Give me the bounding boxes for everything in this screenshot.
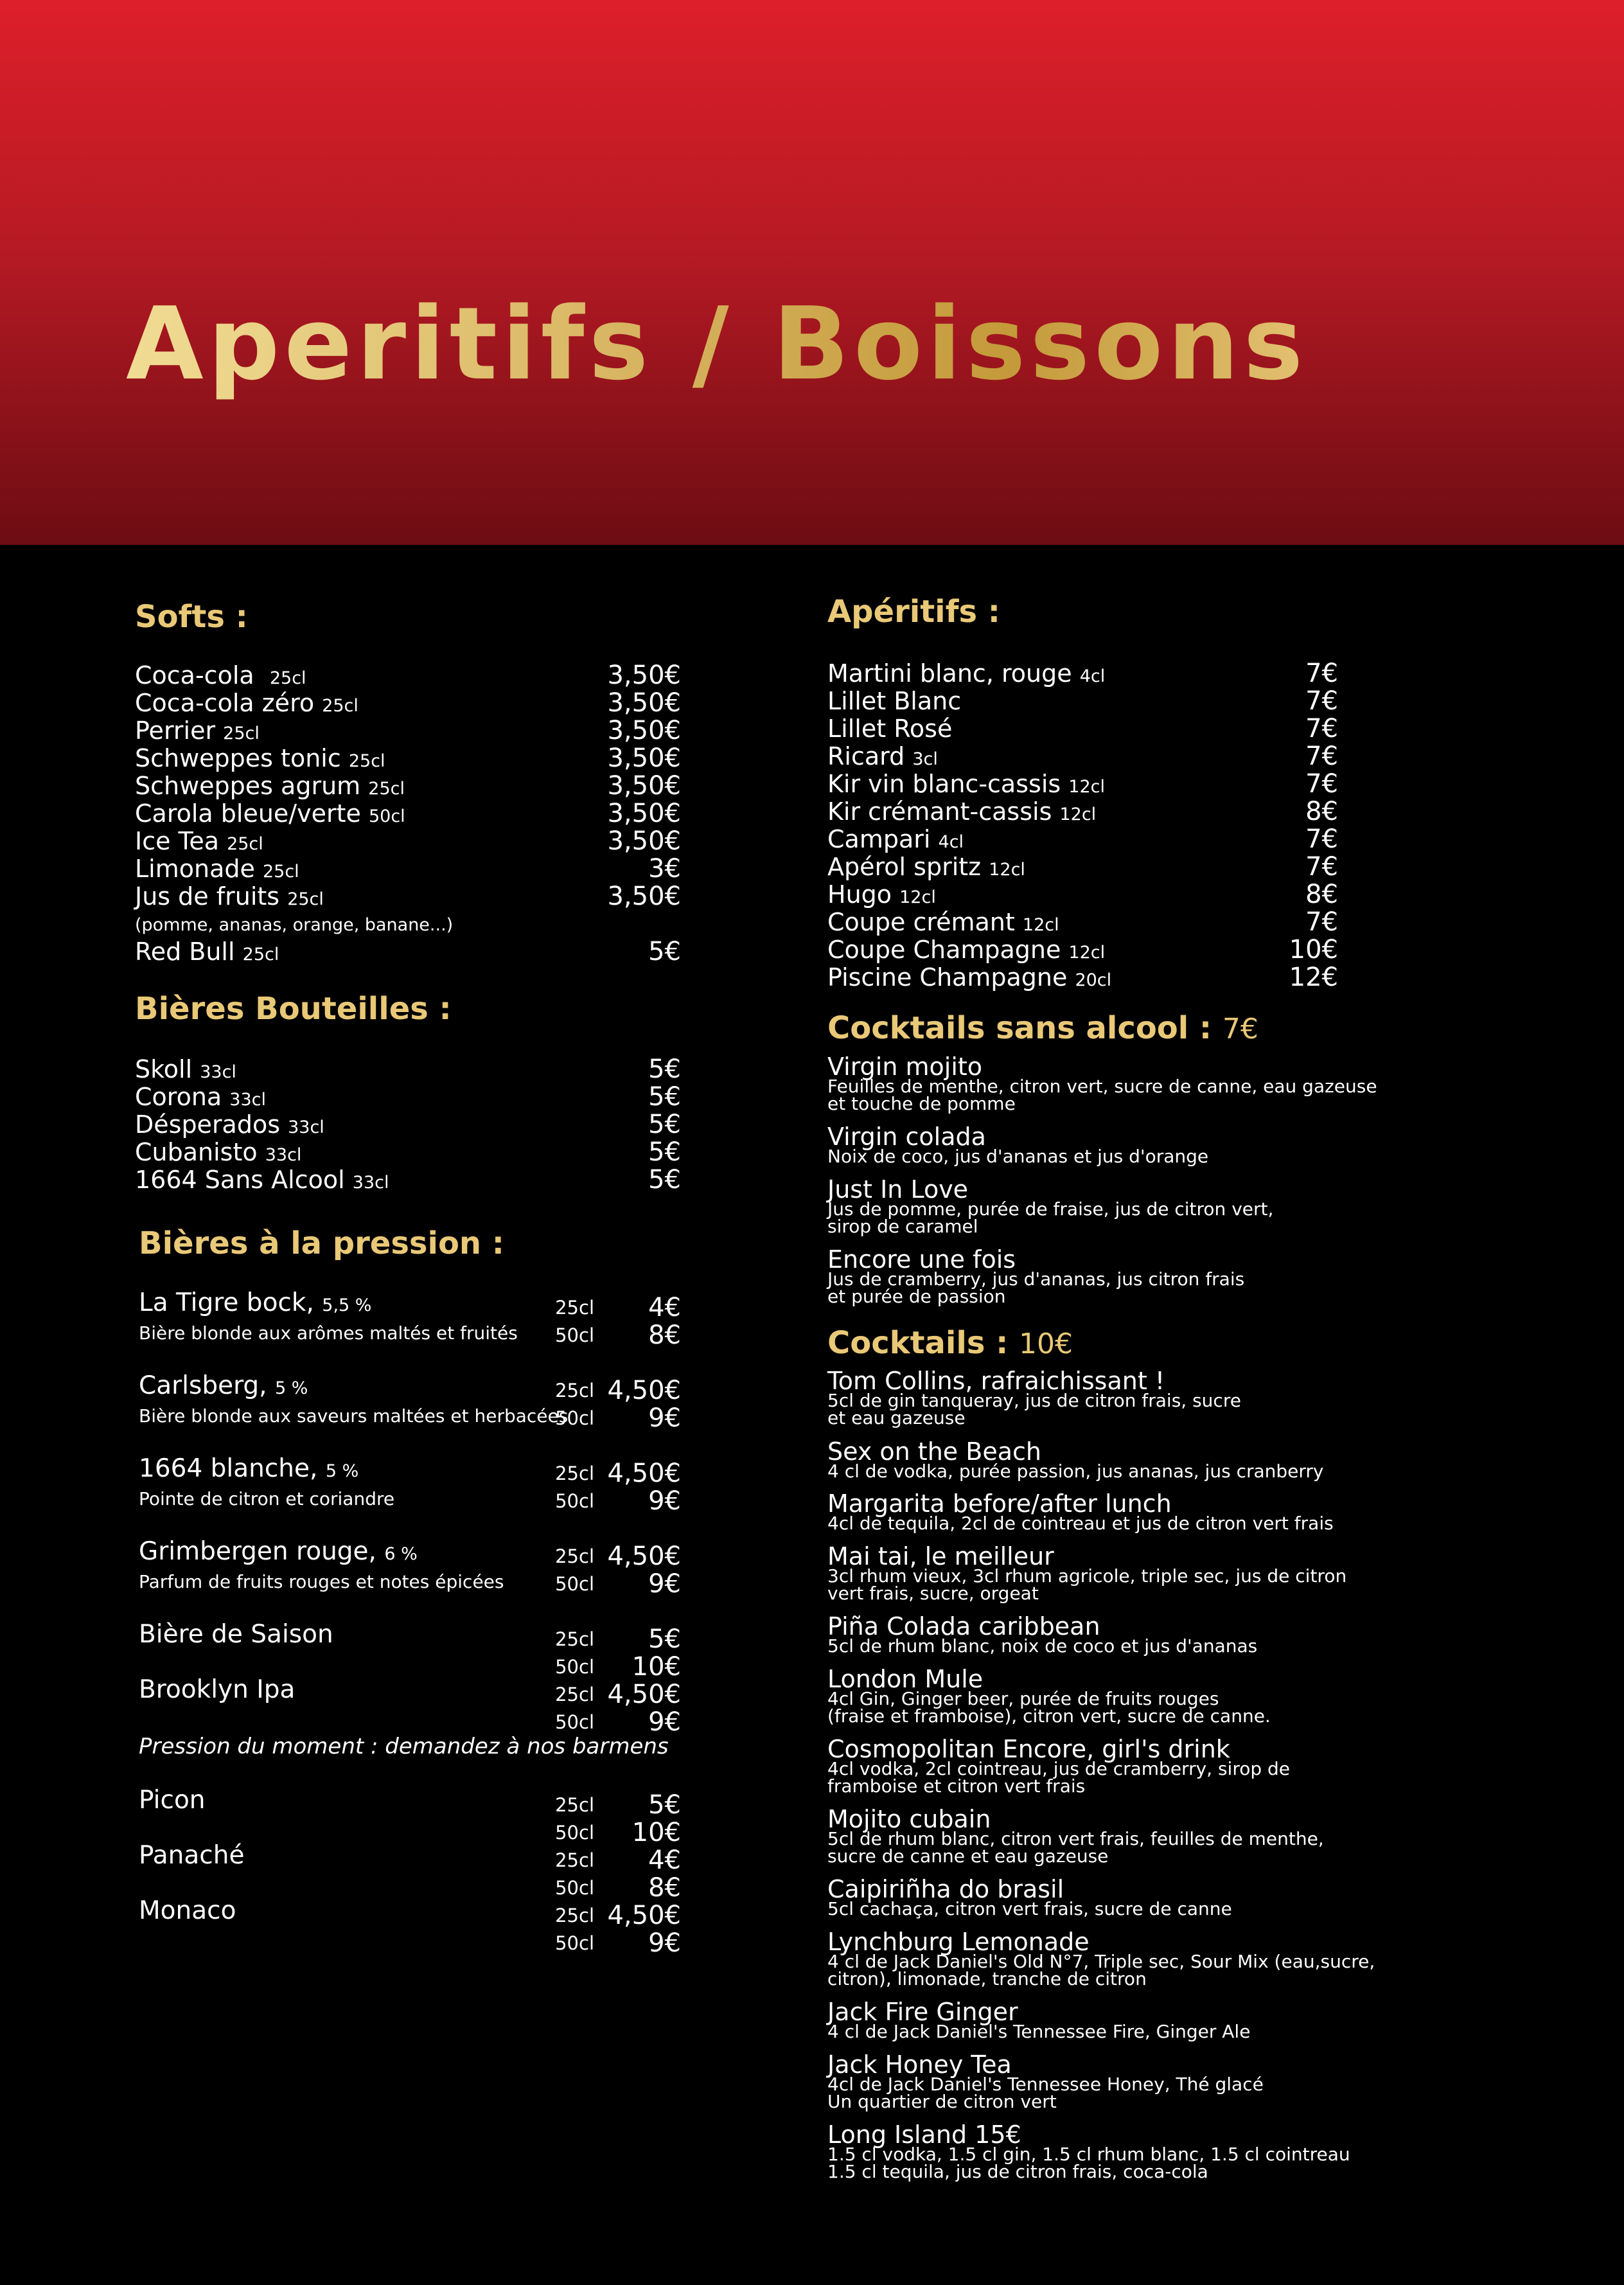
cocktail-description: 5cl cachaça, citron vert frais, sucre de canne	[827, 1898, 1232, 1919]
volume: 25cl	[555, 1463, 594, 1484]
list-item: Jus de fruits 25cl 3,50€	[135, 882, 681, 911]
beer-description: Pointe de citron et coriandre	[139, 1488, 395, 1509]
cocktail-description: Jus de cramberry, jus d'ananas, jus citron frais	[827, 1268, 1245, 1290]
price: 4,50€	[607, 1459, 681, 1488]
price: 8€	[648, 1873, 681, 1903]
list-item: Schweppes agrum 25cl 3,50€	[135, 771, 681, 801]
list-item: Limonade 25cl 3€	[135, 854, 681, 884]
beer-name: Grimbergen rouge, 6 %	[139, 1537, 418, 1566]
cocktail-name: Encore une fois	[827, 1245, 1016, 1274]
cocktail-description: 4cl de tequila, 2cl de cointreau et jus de citron vert frais	[827, 1513, 1334, 1534]
cocktail-name: Lynchburg Lemonade	[827, 1928, 1090, 1956]
price: 9€	[648, 1569, 681, 1599]
volume: 50cl	[555, 1490, 594, 1512]
list-item: Lillet Rosé 7€	[827, 714, 1338, 743]
price: 4,50€	[607, 1901, 681, 1930]
list-item: Skoll 33cl 5€	[135, 1054, 681, 1084]
volume: 25cl	[555, 1628, 594, 1650]
list-item: Kir vin blanc-cassis 12cl 7€	[827, 769, 1338, 799]
cocktail-description: 4cl Gin, Ginger beer, purée de fruits rouges	[827, 1688, 1219, 1709]
price: 8€	[648, 1320, 681, 1350]
volume: 25cl	[555, 1545, 594, 1567]
softs-note: (pomme, ananas, orange, banane...)	[135, 915, 454, 935]
cocktail-description: et eau gazeuse	[827, 1407, 966, 1428]
price: 4,50€	[607, 1542, 681, 1571]
cocktail-description: 5cl de gin tanqueray, jus de citron frais, sucre	[827, 1390, 1241, 1411]
cocktail-name: Mojito cubain	[827, 1805, 991, 1833]
list-item: Désperados 33cl 5€	[135, 1110, 681, 1139]
list-item: Ice Tea 25cl 3,50€	[135, 826, 681, 856]
list-item: Kir crémant-cassis 12cl 8€	[827, 797, 1338, 826]
list-item: Piscine Champagne 20cl 12€	[827, 963, 1338, 992]
price: 10€	[631, 1652, 681, 1682]
header-banner	[0, 0, 1624, 545]
volume: 25cl	[555, 1380, 594, 1401]
volume: 50cl	[555, 1407, 594, 1429]
cocktail-name: Long Island 15€	[827, 2121, 1021, 2149]
list-item: Coca-cola zéro 25cl 3,50€	[135, 688, 681, 718]
cocktail-name: Virgin mojito	[827, 1053, 983, 1081]
section-heading-mocktails: Cocktails sans alcool : 7€	[827, 1010, 1258, 1046]
cocktail-name: Margarita before/after lunch	[827, 1489, 1172, 1518]
list-item: Schweppes tonic 25cl 3,50€	[135, 743, 681, 773]
volume: 50cl	[555, 1932, 594, 1954]
volume: 25cl	[555, 1684, 594, 1705]
price: 10€	[631, 1818, 681, 1847]
cocktail-name: Cosmopolitan Encore, girl's drink	[827, 1735, 1230, 1763]
cocktail-description: sucre de canne et eau gazeuse	[827, 1845, 1109, 1867]
cocktail-name: Sex on the Beach	[827, 1437, 1041, 1466]
cocktail-description: vert frais, sucre, orgeat	[827, 1583, 1039, 1604]
cocktail-description: 4 cl de Jack Daniel's Old N°7, Triple sec, Sour Mix (eau,sucre,	[827, 1951, 1375, 1972]
cocktail-description: Feuilles de menthe, citron vert, sucre de canne, eau gazeuse	[827, 1076, 1377, 1097]
cocktail-name: Virgin colada	[827, 1123, 986, 1151]
price: 4,50€	[607, 1680, 681, 1709]
cocktail-name: Tom Collins, rafraichissant !	[827, 1367, 1165, 1395]
price: 9€	[648, 1403, 681, 1433]
price: 4€	[648, 1293, 681, 1322]
volume: 50cl	[555, 1877, 594, 1899]
cocktail-description: 5cl de rhum blanc, noix de coco et jus d'ananas	[827, 1635, 1258, 1657]
beer-name: Brooklyn Ipa	[139, 1675, 296, 1704]
section-heading-aperitifs: Apéritifs :	[827, 594, 1000, 630]
beer-description: Parfum de fruits rouges et notes épicées	[139, 1571, 504, 1592]
cocktail-description: Un quartier de citron vert	[827, 2091, 1057, 2112]
list-item: Corona 33cl 5€	[135, 1082, 681, 1112]
beer-name: Carlsberg, 5 %	[139, 1371, 308, 1400]
beer-name: Monaco	[139, 1896, 236, 1925]
price: 5€	[648, 1624, 681, 1654]
cocktail-name: Jack Honey Tea	[827, 2050, 1012, 2079]
price: 9€	[648, 1486, 681, 1516]
volume: 50cl	[555, 1324, 594, 1346]
cocktail-description: 4 cl de Jack Daniel's Tennessee Fire, Ginger Ale	[827, 2021, 1251, 2042]
volume: 50cl	[555, 1656, 594, 1678]
volume: 50cl	[555, 1711, 594, 1733]
volume: 25cl	[555, 1297, 594, 1319]
beer-description: Bière blonde aux saveurs maltées et herbacées	[139, 1405, 569, 1427]
section-heading-softs: Softs :	[135, 599, 248, 635]
cocktail-name: Mai tai, le meilleur	[827, 1542, 1054, 1570]
volume: 25cl	[555, 1794, 594, 1816]
section-heading-bottles: Bières Bouteilles :	[135, 991, 452, 1027]
price: 5€	[648, 1790, 681, 1820]
cocktail-description: 5cl de rhum blanc, citron vert frais, feuilles de menthe,	[827, 1828, 1324, 1849]
cocktail-description: Jus de pomme, purée de fraise, jus de citron vert,	[827, 1198, 1274, 1220]
beer-name: Bière de Saison	[139, 1620, 333, 1649]
cocktail-description: framboise et citron vert frais	[827, 1775, 1086, 1797]
beer-name: Picon	[139, 1786, 206, 1815]
cocktail-description: 3cl rhum vieux, 3cl rhum agricole, triple sec, jus de citron	[827, 1565, 1347, 1587]
price: 4€	[648, 1845, 681, 1875]
list-item: Coca-cola 25cl 3,50€	[135, 661, 681, 690]
cocktail-description: Noix de coco, jus d'ananas et jus d'orange	[827, 1146, 1209, 1167]
beer-description: Bière blonde aux arômes maltés et fruités	[139, 1322, 518, 1344]
cocktail-name: Piña Colada caribbean	[827, 1612, 1100, 1640]
list-item: Red Bull 25cl 5€	[135, 937, 681, 966]
list-item: Coupe Champagne 12cl 10€	[827, 935, 1338, 965]
volume: 25cl	[555, 1905, 594, 1926]
list-item: Perrier 25cl 3,50€	[135, 716, 681, 745]
cocktail-description: sirop de caramel	[827, 1216, 978, 1237]
volume: 50cl	[555, 1573, 594, 1595]
list-item: Ricard 3cl 7€	[827, 742, 1338, 771]
cocktail-description: 4 cl de vodka, purée passion, jus ananas, jus cranberry	[827, 1461, 1324, 1482]
section-heading-draft: Bières à la pression :	[139, 1225, 504, 1261]
beer-name: 1664 blanche, 5 %	[139, 1454, 359, 1483]
section-heading-cocktails: Cocktails : 10€	[827, 1325, 1073, 1361]
beer-name: La Tigre bock, 5,5 %	[139, 1288, 372, 1317]
page-title: Aperitifs / Boissons	[126, 280, 1307, 408]
volume: 25cl	[555, 1849, 594, 1871]
cocktail-description: et touche de pomme	[827, 1093, 1016, 1114]
cocktail-description: 1.5 cl vodka, 1.5 cl gin, 1.5 cl rhum blanc, 1.5 cl cointreau	[827, 2144, 1350, 2165]
cocktail-name: Jack Fire Ginger	[827, 1998, 1018, 2026]
cocktail-name: Just In Love	[827, 1175, 969, 1204]
list-item: Campari 4cl 7€	[827, 824, 1338, 854]
draft-of-the-moment-note: Pression du moment : demandez à nos barmens	[139, 1734, 669, 1759]
cocktail-description: 1.5 cl tequila, jus de citron frais, coca-cola	[827, 2161, 1208, 2182]
beer-name: Panaché	[139, 1841, 245, 1870]
price: 9€	[648, 1707, 681, 1737]
cocktail-description: (fraise et framboise), citron vert, sucre de canne.	[827, 1705, 1271, 1727]
list-item: Hugo 12cl 8€	[827, 880, 1338, 909]
cocktail-description: 4cl de Jack Daniel's Tennessee Honey, Thé glacé	[827, 2074, 1264, 2095]
list-item: Apérol spritz 12cl 7€	[827, 852, 1338, 882]
list-item: Carola bleue/verte 50cl 3,50€	[135, 799, 681, 828]
cocktail-name: London Mule	[827, 1665, 984, 1693]
list-item: 1664 Sans Alcool 33cl 5€	[135, 1165, 681, 1195]
list-item: Martini blanc, rouge 4cl 7€	[827, 659, 1338, 688]
list-item: Coupe crémant 12cl 7€	[827, 907, 1338, 937]
price: 9€	[648, 1928, 681, 1958]
list-item: Cubanisto 33cl 5€	[135, 1137, 681, 1167]
cocktail-description: 4cl vodka, 2cl cointreau, jus de cramberry, sirop de	[827, 1758, 1291, 1779]
cocktail-description: et purée de passion	[827, 1286, 1006, 1307]
list-item: Lillet Blanc 7€	[827, 686, 1338, 716]
volume: 50cl	[555, 1822, 594, 1844]
cocktail-name: Caipiriñha do brasil	[827, 1875, 1064, 1903]
price: 4,50€	[607, 1376, 681, 1405]
cocktail-description: citron), limonade, tranche de citron	[827, 1968, 1147, 1989]
